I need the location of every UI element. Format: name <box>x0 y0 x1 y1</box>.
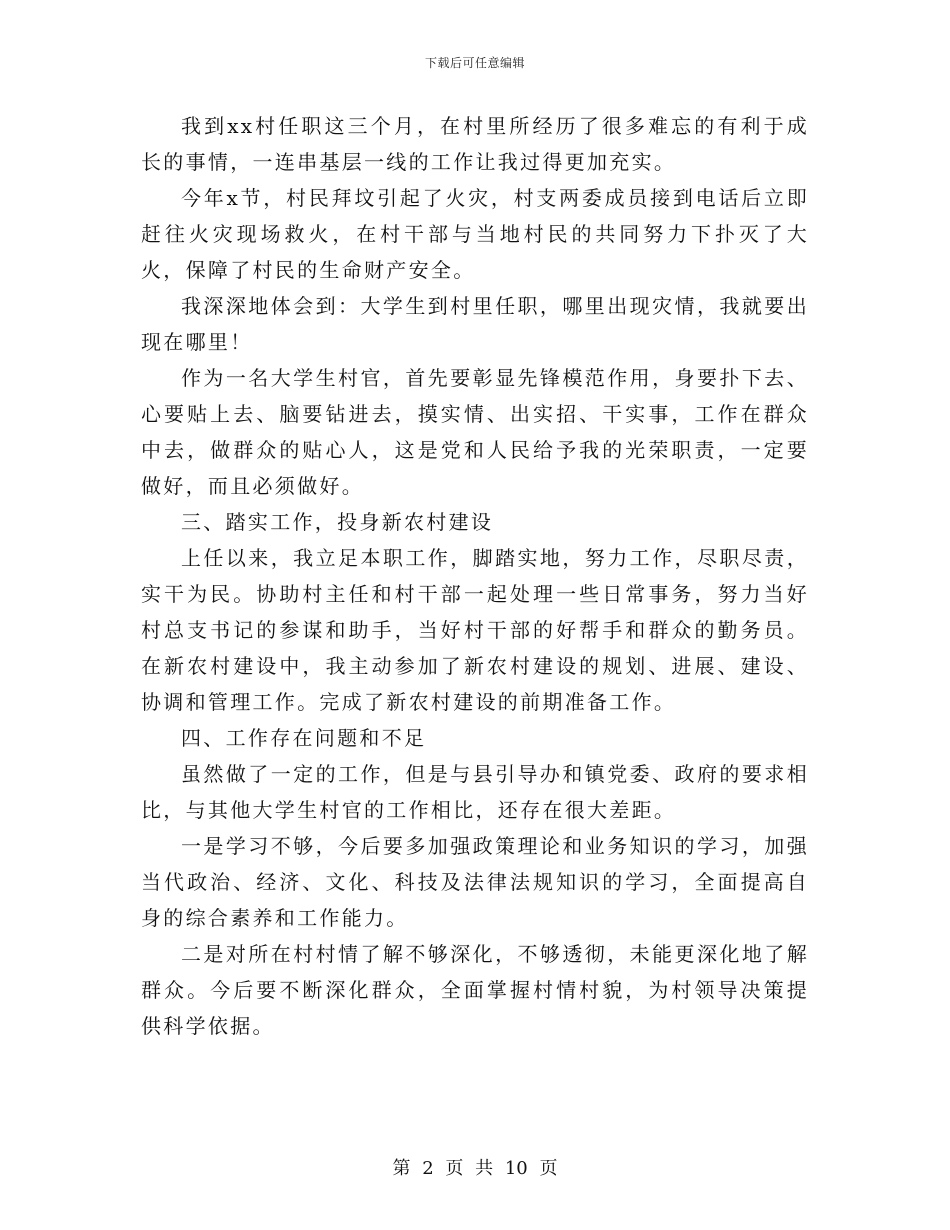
paragraph: 上任以来，我立足本职工作，脚踏实地，努力工作，尽职尽责，实干为民。协助村主任和村干部一起处理一些日常事务，努力当好村总支书记的参谋和助手，当好村干部的好帮手和群众的勤务员。在新农村建设中，我主动参加了新农村建设的规划、进展、建设、协调和管理工作。完成了新农村建设的前期准备工作。 <box>141 546 809 714</box>
document-body <box>141 108 809 1044</box>
paragraph: 二是对所在村村情了解不够深化，不够透彻，未能更深化地了解群众。今后要不断深化群众，全面掌握村情村貌，为村领导决策提供科学依据。 <box>141 942 809 1038</box>
paragraph: 一是学习不够，今后要多加强政策理论和业务知识的学习，加强当代政治、经济、文化、科技及法律法规知识的学习，全面提高自身的综合素养和工作能力。 <box>141 834 809 930</box>
paragraph: 我到xx村任职这三个月，在村里所经历了很多难忘的有利于成长的事情，一连串基层一线的工作让我过得更加充实。 <box>141 114 809 174</box>
header-note: 下载后可任意编辑 <box>424 56 525 70</box>
page-number: 第 2 页 共 10 页 <box>392 1158 558 1179</box>
paragraph: 今年x节，村民拜坟引起了火灾，村支两委成员接到电话后立即赶往火灾现场救火，在村干部与当地村民的共同努力下扑灭了大火，保障了村民的生命财产安全。 <box>141 186 809 282</box>
section-heading: 三、踏实工作，投身新农村建设 <box>181 510 494 534</box>
paragraph: 我深深地体会到：大学生到村里任职，哪里出现灾情，我就要出现在哪里！ <box>141 294 809 354</box>
paragraph: 作为一名大学生村官，首先要彰显先锋模范作用，身要扑下去、心要贴上去、脑要钻进去，摸实情、出实招、干实事，工作在群众中去，做群众的贴心人，这是党和人民给予我的光荣职责，一定要做好，而且必须做好。 <box>141 366 809 498</box>
section-heading: 四、工作存在问题和不足 <box>181 726 427 750</box>
paragraph: 虽然做了一定的工作，但是与县引导办和镇党委、政府的要求相比，与其他大学生村官的工作相比，还存在很大差距。 <box>141 762 809 822</box>
